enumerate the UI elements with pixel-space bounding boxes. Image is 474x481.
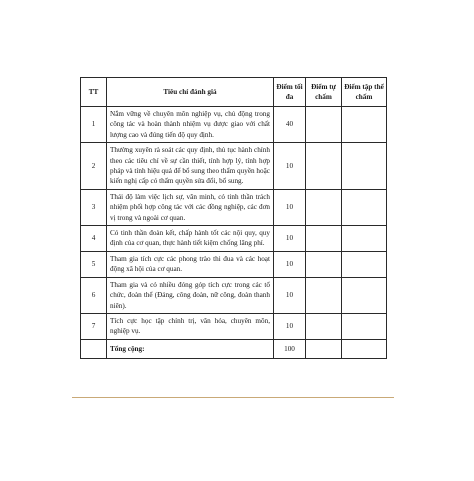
table-row: [81, 226, 387, 252]
header-max-score: Điểm tối đa: [274, 78, 306, 107]
table-row: [81, 313, 387, 339]
row-number: 5: [81, 251, 107, 277]
row-max-score: 40: [274, 107, 306, 143]
row-number: 6: [81, 277, 107, 313]
total-max-score: 100: [274, 339, 306, 358]
table-row: [81, 143, 387, 190]
row-max-score: 10: [274, 226, 306, 252]
row-max-score: 10: [274, 277, 306, 313]
row-criteria: Tham gia và có nhiều đóng góp tích cực trong các tổ chức, đoàn thể (Đảng, công đoàn, nữ công, đoàn thanh niên).: [107, 277, 274, 313]
row-group-score-cell[interactable]: [342, 107, 387, 143]
row-self-score-cell[interactable]: [306, 226, 342, 252]
total-group-score-cell[interactable]: [342, 339, 387, 358]
row-self-score-cell[interactable]: [306, 189, 342, 225]
row-criteria: Tích cực học tập chính trị, văn hóa, chuyên môn, nghiệp vụ.: [107, 313, 274, 339]
row-criteria: Thái độ làm việc lịch sự, văn minh, có tinh thần trách nhiệm phối hợp công tác với các đồng nghiệp, các đơn vị trong và ngoài cơ quan.: [107, 189, 274, 225]
row-group-score-cell[interactable]: [342, 277, 387, 313]
header-self-score: Điểm tự chấm: [306, 78, 342, 107]
header-criteria: Tiêu chí đánh giá: [107, 78, 274, 107]
row-group-score-cell[interactable]: [342, 313, 387, 339]
row-self-score-cell[interactable]: [306, 313, 342, 339]
row-self-score-cell[interactable]: [306, 277, 342, 313]
total-row: [81, 339, 387, 358]
row-number: 4: [81, 226, 107, 252]
row-max-score: 10: [274, 189, 306, 225]
total-self-score-cell[interactable]: [306, 339, 342, 358]
row-criteria: Có tinh thần đoàn kết, chấp hành tốt các nội quy, quy định của cơ quan, thực hành tiết kiệm chống lãng phí.: [107, 226, 274, 252]
row-self-score-cell[interactable]: [306, 107, 342, 143]
row-max-score: 10: [274, 143, 306, 190]
table-row: [81, 189, 387, 225]
row-max-score: 10: [274, 251, 306, 277]
bottom-divider: [72, 397, 394, 398]
total-label: Tổng cộng:: [107, 339, 274, 358]
row-group-score-cell[interactable]: [342, 143, 387, 190]
row-number: 1: [81, 107, 107, 143]
row-criteria: Thường xuyên rà soát các quy định, thủ tục hành chính theo các tiêu chí về sự cần thiết, tính hợp lý, tính hợp pháp và tính hiệu quả để bổ sung theo thẩm quyền hoặc kiến nghị cấp có thẩm quyền sửa đổi, bổ sung.: [107, 143, 274, 190]
row-criteria: Nắm vững về chuyên môn nghiệp vụ, chủ động trong công tác và hoàn thành nhiệm vụ được giao với chất lượng cao và đúng tiến độ quy định.: [107, 107, 274, 143]
header-tt: TT: [81, 78, 107, 107]
table-row: [81, 251, 387, 277]
row-self-score-cell[interactable]: [306, 143, 342, 190]
total-number-cell: [81, 339, 107, 358]
evaluation-table: [80, 77, 387, 359]
row-group-score-cell[interactable]: [342, 226, 387, 252]
row-number: 3: [81, 189, 107, 225]
row-number: 2: [81, 143, 107, 190]
table-row: [81, 107, 387, 143]
row-criteria: Tham gia tích cực các phong trào thi đua và các hoạt động xã hội của cơ quan.: [107, 251, 274, 277]
row-max-score: 10: [274, 313, 306, 339]
table-row: [81, 277, 387, 313]
header-row: [81, 78, 387, 107]
row-group-score-cell[interactable]: [342, 251, 387, 277]
row-group-score-cell[interactable]: [342, 189, 387, 225]
evaluation-document: [80, 77, 386, 359]
header-group-score: Điểm tập thể chấm: [342, 78, 387, 107]
row-number: 7: [81, 313, 107, 339]
row-self-score-cell[interactable]: [306, 251, 342, 277]
